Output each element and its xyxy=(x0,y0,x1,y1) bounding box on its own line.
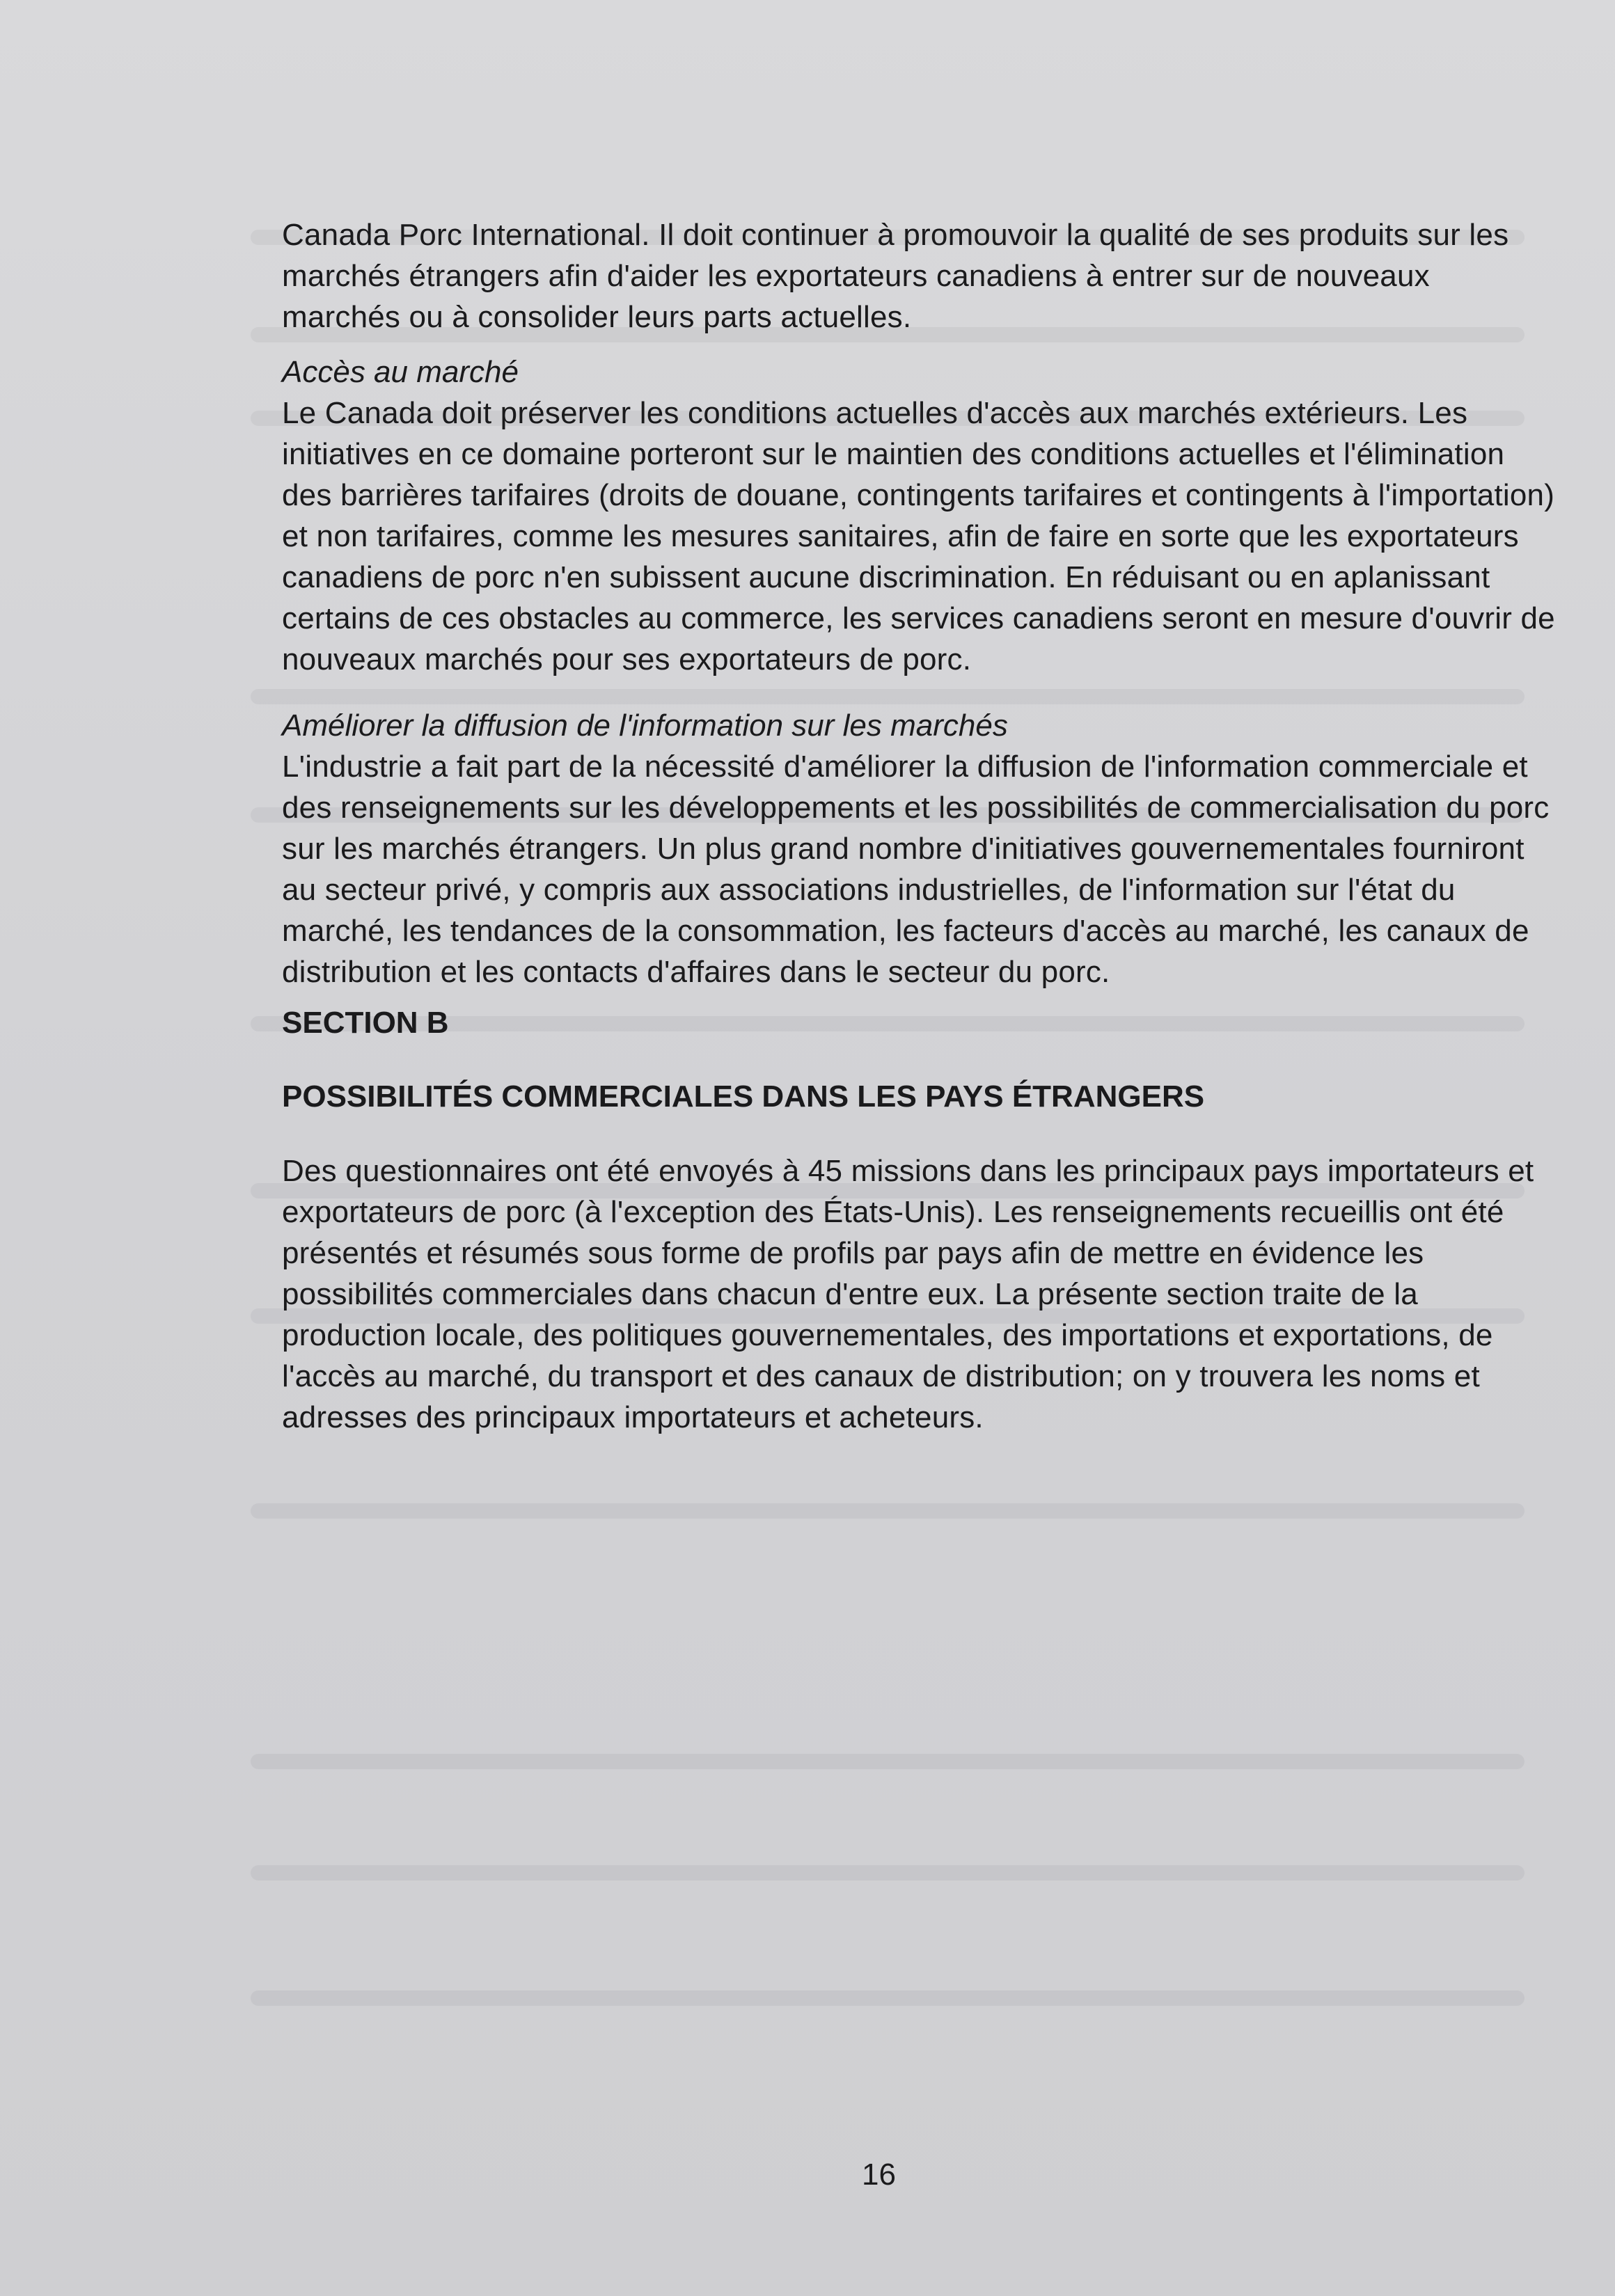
market-access-paragraph: Le Canada doit préserver les conditions actuelles d'accès aux marchés extérieurs. Les initiatives en ce domaine porteront sur le maintien des conditions actuelles et l'élimination des barrières tarifaires (droits de douane, contingents tarifaires et contingents à l'importation) et non tarifaires, comme les mesures sanitaires, afin de faire en sorte que les exportateurs canadiens de porc n'en subissent aucune discrimination. En réduisant ou en aplanissant certains de ces obstacles au commerce, les services canadiens seront en mesure d'ouvrir de nouveaux marchés pour ses exportateurs de porc. xyxy=(282,396,1555,676)
bleed-through-line xyxy=(251,1865,1525,1881)
document-body xyxy=(282,214,1556,1438)
market-info-heading: Améliorer la diffusion de l'information sur les marchés xyxy=(282,708,1008,743)
section-label: SECTION B xyxy=(282,1006,449,1040)
section-b-paragraph: Des questionnaires ont été envoyés à 45 missions dans les principaux pays importateurs et exportateurs de porc (à l'exception des États-Unis). Les renseignements recueillis ont été présentés et résumés sous forme de profils par pays afin de mettre en évidence les possibilités commerciales dans chacun d'entre eux. La présente section traite de la production locale, des politiques gouvernementales, des importations et exportations, de l'accès au marché, du transport et des canaux de distribution; on y trouvera les noms et adresses des principaux importateurs et acheteurs. xyxy=(282,1154,1534,1434)
bleed-through-line xyxy=(251,1990,1525,2006)
intro-paragraph: Canada Porc International. Il doit continuer à promouvoir la qualité de ses produits sur les marchés étrangers afin d'aider les exportateurs canadiens à entrer sur de nouveaux marchés ou à consolider leurs parts actuelles. xyxy=(282,218,1509,334)
bleed-through-line xyxy=(251,1754,1525,1769)
section-title: POSSIBILITÉS COMMERCIALES DANS LES PAYS ÉTRANGERS xyxy=(282,1079,1205,1114)
bleed-through-line xyxy=(251,1503,1525,1519)
market-info-paragraph: L'industrie a fait part de la nécessité d'améliorer la diffusion de l'information commerciale et des renseignements sur les développements et les possibilités de commercialisation du porc sur les marchés étrangers. Un plus grand nombre d'initiatives gouvernementales fourniront au secteur privé, y compris aux associations industrielles, de l'information sur l'état du marché, les tendances de la consommation, les facteurs d'accès au marché, les canaux de distribution et les contacts d'affaires dans le secteur du porc. xyxy=(282,750,1550,989)
market-access-heading: Accès au marché xyxy=(282,355,519,389)
page-number: 16 xyxy=(862,2158,896,2192)
